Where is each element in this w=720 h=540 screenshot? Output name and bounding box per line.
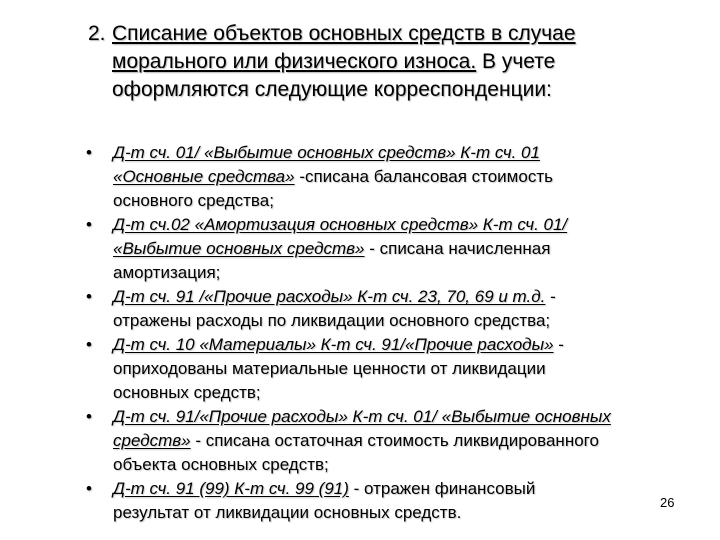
bullet-icon: • <box>86 479 92 498</box>
slide-heading <box>88 20 698 104</box>
heading-line-2 <box>88 48 698 76</box>
bullet-icon: • <box>86 407 92 426</box>
posting-entry-cont: средств» <box>113 431 191 450</box>
posting-entry: Д-т сч. 91/«Прочие расходы» К-т сч. 01/ «Выбытие основных <box>113 407 611 426</box>
posting-entry: Д-т сч. 01/ «Выбытие основных средств» К-т сч. 01 <box>113 143 540 162</box>
page-number: 26 <box>660 495 675 510</box>
list-item <box>86 141 706 213</box>
posting-description-cont: основных средств; <box>113 383 261 402</box>
posting-description-cont: объекта основных средств; <box>113 455 329 474</box>
posting-description: - списана остаточная стоимость ликвидированного <box>190 431 599 450</box>
posting-dash: - <box>545 287 556 306</box>
posting-description: - списана начисленная <box>364 239 551 258</box>
heading-line-1 <box>88 20 698 48</box>
heading-number: 2. <box>88 22 106 45</box>
posting-description: отражены расходы по ликвидации основного средства; <box>113 311 551 330</box>
bullet-icon: • <box>86 143 92 162</box>
bullet-icon: • <box>86 287 92 306</box>
posting-dash: - <box>553 335 564 354</box>
posting-entry: Д-т сч. 91 (99) К-т сч. 99 (91) <box>113 479 349 498</box>
posting-entry-cont: «Выбытие основных средств» <box>113 239 365 258</box>
list-item <box>86 405 706 477</box>
list-item <box>86 285 706 333</box>
bullet-list <box>86 141 706 525</box>
list-item <box>86 213 706 285</box>
heading-underlined-2: морального или физического износа. <box>112 50 477 73</box>
posting-description-cont: результат от ликвидации основных средств. <box>113 503 462 522</box>
list-item <box>86 477 706 525</box>
posting-entry: Д-т сч. 10 «Материалы» К-т сч. 91/«Прочие расходы» <box>113 335 554 354</box>
bullet-icon: • <box>86 215 92 234</box>
posting-description: оприходованы материальные ценности от ликвидации <box>113 359 546 378</box>
bullet-icon: • <box>86 335 92 354</box>
heading-line-2-rest: В учете <box>476 50 556 73</box>
posting-description-cont: амортизация; <box>113 263 221 282</box>
list-item <box>86 333 706 405</box>
posting-entry-cont: «Основные средства» <box>113 167 295 186</box>
posting-description: - отражен финансовый <box>348 479 536 498</box>
heading-underlined-1: Списание объектов основных средств в случае <box>112 22 576 45</box>
posting-entry: Д-т сч.02 «Амортизация основных средств» К-т сч. 01/ <box>113 215 568 234</box>
posting-entry: Д-т сч. 91 /«Прочие расходы» К-т сч. 23, 70, 69 и т.д. <box>113 287 546 306</box>
posting-description: -списана балансовая стоимость <box>294 167 553 186</box>
posting-description-cont: основного средства; <box>113 191 274 210</box>
heading-line-3: оформляются следующие корреспонденции: <box>112 78 552 101</box>
